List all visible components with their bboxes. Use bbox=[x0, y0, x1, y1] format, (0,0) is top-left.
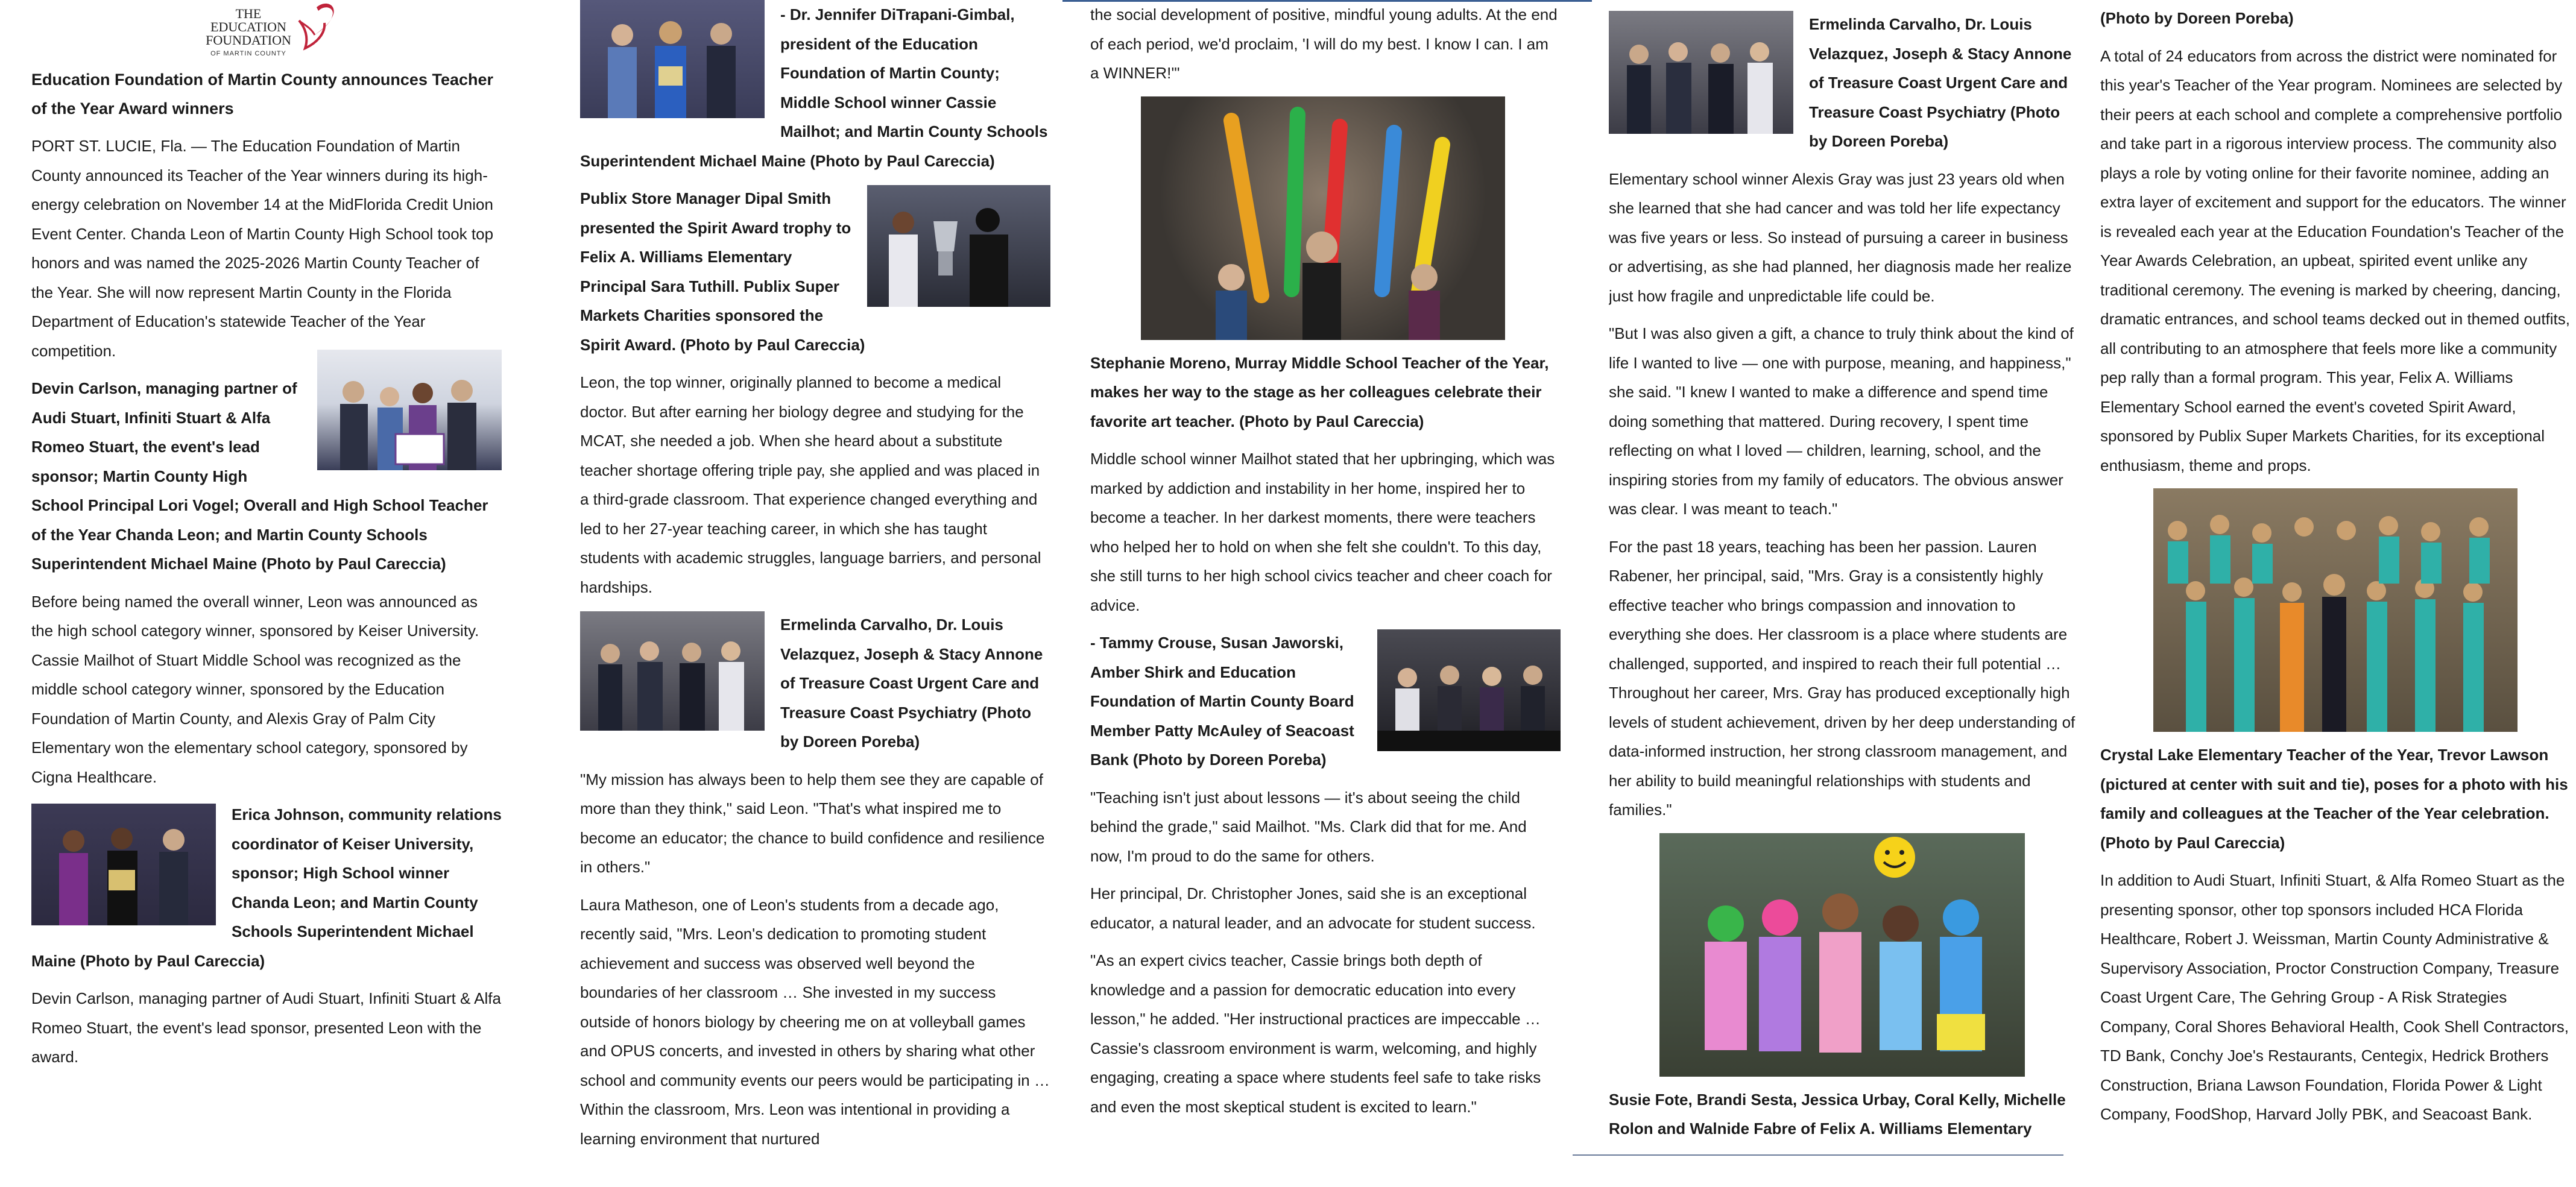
paragraph: Middle school winner Mailhot stated that her upbringing, which was marked by addiction and instability in her home, inspired her to become a teacher. In her darkest moments, there were teachers who helped her to hold on when she felt she couldn't. To this day, she still turns to her high school civics teacher and cheer coach for advice. bbox=[1090, 450, 1555, 614]
photo-caption: Susie Fote, Brandi Sesta, Jessica Urbay, Coral Kelly, Michelle Rolon and Walnide Fabre of Felix A. Williams Elementary bbox=[1609, 1090, 2066, 1138]
photo-caption: Publix Store Manager Dipal Smith presented the Spirit Award trophy to Felix A. Williams Elementary Principal Sara Tuthill. Publix Super Markets Charities sponsored the Spirit Award. (Photo by Paul Careccia) bbox=[580, 189, 865, 354]
photo-caption: Ermelinda Carvalho, Dr. Louis Velazquez, Joseph & Stacy Annone of Treasure Coast Urgent Care and Treasure Coast Psychiatry (Photo by Doreen Poreba) bbox=[1809, 15, 2072, 150]
photo-caption: - Tammy Crouse, Susan Jaworski, Amber Shirk and Education Foundation of Martin County Board Member Patty McAuley of Seacoast Bank (Photo by Doreen Poreba) bbox=[1090, 634, 1354, 769]
photo-caption: - Dr. Jennifer DiTrapani-Gimbal, president of the Education Foundation of Martin County; Middle School winner Cassie Mailhot; and Martin County Schools Superintendent Michael Maine (Photo by Paul Careccia) bbox=[580, 5, 1048, 170]
photo-art-teacher-celebration bbox=[1141, 96, 1505, 340]
group-photo-icon bbox=[1377, 629, 1561, 751]
photo-caption: Erica Johnson, community relations coordinator of Keiser University, sponsor; High School winner Chanda Leon; and Martin County Schools Superintendent Michael Maine (Photo by Paul Careccia) bbox=[31, 805, 502, 970]
paragraph: "My mission has always been to help them see they are capable of more than they think," said Leon. "That's what inspired me to become an educator; the chance to build confidence and resilience in others." bbox=[580, 770, 1045, 876]
paragraph: "But I was also given a gift, a chance to truly think about the kind of life I wanted to live — one with purpose, meaning, and happiness," she said. "I knew I wanted to make a difference and spend time doing something that mattered. During recovery, I spent time reflecting on what I loved — children, learning, school, and the inspiring stories from my family of educators. The obvious answer was clear. I was meant to teach." bbox=[1609, 324, 2074, 518]
column-divider bbox=[1573, 1154, 2063, 1156]
group-photo-icon bbox=[580, 0, 765, 118]
photo-treasure-coast-group bbox=[580, 611, 765, 731]
logo-line-4: OF MARTIN COUNTY bbox=[210, 50, 286, 57]
group-photo-icon bbox=[580, 611, 765, 731]
celebration-photo-icon bbox=[1141, 96, 1505, 340]
paragraph: Her principal, Dr. Christopher Jones, said she is an exceptional educator, a natural leader, and an advocate for student success. bbox=[1090, 884, 1536, 932]
logo-line-3: FOUNDATION bbox=[206, 33, 291, 48]
paragraph: Laura Matheson, one of Leon's students from a decade ago, recently said, "Mrs. Leon's dedication to promoting student achievement and success was observed well beyond the boundaries of her classroom … She invested in my success outside of honors biology by cheering me on at volleyball games and OPUS concerts, and invested in others by sharing what other school and community events our peers would be participating in … Within the classroom, Mrs. Leon was intentional in providing a learning environment that nurtured bbox=[580, 895, 1050, 1148]
paragraph: Leon, the top winner, originally planned to become a medical doctor. But after earning her biology degree and studying for the MCAT, she needed a job. When she heard about a substitute teacher shortage offering triple pay, she applied and was placed in a third-grade classroom. That experience changed everything and led to her 27-year teaching career, in which she has taught students with academic struggles, language barriers, and personal hardships. bbox=[580, 373, 1041, 596]
logo-line-1: THE bbox=[235, 6, 262, 21]
photo-crystal-lake-group bbox=[2153, 488, 2518, 732]
photo-award-presentation bbox=[317, 350, 502, 470]
photo-spirit-award bbox=[867, 185, 1050, 307]
photo-seacoast-table bbox=[1377, 629, 1561, 751]
article-headline: Education Foundation of Martin County announces Teacher of the Year Award winners bbox=[31, 71, 494, 118]
paragraph: PORT ST. LUCIE, Fla. — The Education Foundation of Martin County announced its Teacher of the Year winners during its high-energy celebration on November 14 at the MidFlorida Credit Union Event Center. Chanda Leon of Martin County High School took top honors and was named the 2025-2026 Martin County Teacher of the Year. She will now represent Martin County in the Florida Department of Education's statewide Teacher of the Year competition. bbox=[31, 137, 494, 360]
paragraph: the social development of positive, mindful young adults. At the end of each period, we'd proclaim, 'I will do my best. I know I can. I am a WINNER!'" bbox=[1090, 5, 1558, 82]
logo-line-2: EDUCATION bbox=[210, 19, 286, 34]
paragraph: Devin Carlson, managing partner of Audi Stuart, Infiniti Stuart & Alfa Romeo Stuart, the event's lead sponsor, presented Leon with the award. bbox=[31, 989, 501, 1066]
paragraph: In addition to Audi Stuart, Infiniti Stuart, & Alfa Romeo Stuart as the presenting sponsor, other top sponsors included HCA Florida Healthcare, Robert J. Weissman, Martin County Administrative & Supervisory Association, Proctor Construction Company, Treasure Coast Urgent Care, The Gehring Group - A Risk Strategies Company, Coral Shores Behavioral Health, Cook Shell Contractors, TD Bank, Conchy Joe's Restaurants, Centegix, Hedrick Brothers Construction, Briana Lawson Foundation, Florida Power & Light Company, FoodShop, Harvard Jolly PBK, and Seacoast Bank. bbox=[2100, 871, 2569, 1123]
paragraph: For the past 18 years, teaching has been her passion. Lauren Rabener, her principal, said, "Mrs. Gray is a consistently highly effective teacher who brings compassion and innovation to everything she does. Her classroom is a place where students are challenged, supported, and inspired to reach their full potential … Throughout her career, Mrs. Gray has produced exceptionally high levels of student achievement, driven by her deep understanding of data-informed instruction, her strong classroom management, and her ability to build meaningful relationships with students and families." bbox=[1609, 537, 2076, 819]
column-2 bbox=[580, 0, 1050, 1187]
photo-caption: Stephanie Moreno, Murray Middle School Teacher of the Year, makes her way to the stage as her colleagues celebrate their favorite art teacher. (Photo by Paul Careccia) bbox=[1090, 353, 1549, 430]
crowd-photo-icon bbox=[2153, 488, 2518, 732]
smiley-team-photo-icon bbox=[1659, 833, 2025, 1077]
paragraph: A total of 24 educators from across the district were nominated for this year's Teacher of the Year program. Nominees are selected by their peers at each school and complete a comprehensive portfolio and take part in a rigorous interview process. The community also plays a role by voting online for their favorite nominee, adding an extra layer of excitement and support for the educators. The winner is revealed each year at the Education Foundation's Teacher of the Year Awards Celebration, an upbeat, spirited event unlike any traditional ceremony. The evening is marked by cheering, dancing, dramatic entrances, and school teams decked out in themed outfits, all contributing to an atmosphere that feels more like a community pep rally than a formal program. This year, Felix A. Williams Elementary School earned the event's coveted Spirit Award, sponsored by Publix Super Markets Charities, for its exceptional enthusiasm, theme and props. bbox=[2100, 46, 2570, 474]
photo-felix-williams-team bbox=[1659, 833, 2025, 1077]
photo-treasure-coast-group bbox=[1609, 11, 1793, 134]
photo-middle-school-winner bbox=[580, 0, 765, 118]
foundation-logo-icon bbox=[181, 0, 362, 65]
trophy-photo-icon bbox=[867, 185, 1050, 307]
photo-keiser-presentation bbox=[31, 804, 216, 925]
group-photo-icon bbox=[31, 804, 216, 925]
group-photo-icon bbox=[317, 350, 502, 470]
column-4 bbox=[1609, 0, 2079, 1187]
photo-caption: Crystal Lake Elementary Teacher of the Year, Trevor Lawson (pictured at center with suit and tie), poses for a photo with his family and colleagues at the Teacher of the Year celebration. (Photo by Paul Careccia) bbox=[2100, 746, 2568, 852]
photo-caption: Ermelinda Carvalho, Dr. Louis Velazquez, Joseph & Stacy Annone of Treasure Coast Urgent Care and Treasure Coast Psychiatry (Photo by Doreen Poreba) bbox=[780, 616, 1043, 751]
photo-caption: (Photo by Doreen Poreba) bbox=[2100, 9, 2294, 27]
column-5 bbox=[2100, 0, 2571, 1187]
foundation-logo bbox=[31, 0, 502, 65]
paragraph: Elementary school winner Alexis Gray was just 23 years old when she learned that she had cancer and was told her life expectancy was five years or less. So instead of pursuing a career in business or advertising, as she had planned, her diagnosis made her realize just how fragile and unpredictable life could be. bbox=[1609, 169, 2072, 305]
group-photo-icon bbox=[1609, 11, 1793, 134]
photo-caption: Devin Carlson, managing partner of Audi Stuart, Infiniti Stuart & Alfa Romeo Stuart, the event's lead sponsor; Martin County High School Principal Lori Vogel; Overall and High School Teacher of the Year Chanda Leon; and Martin County Schools Superintendent Michael Maine (Photo by Paul Careccia) bbox=[31, 379, 488, 573]
paragraph: "As an expert civics teacher, Cassie brings both depth of knowledge and a passion for democratic education into every lesson," he added. "Her instructional practices are impeccable … Cassie's classroom environment is warm, welcoming, and highly engaging, creating a space where students feel safe to take risks and even the most skeptical student is excited to learn." bbox=[1090, 951, 1541, 1116]
paragraph: "Teaching isn't just about lessons — it's about seeing the child behind the grade," said Mailhot. "Ms. Clark did that for me. And now, I'm proud to do the same for others. bbox=[1090, 788, 1527, 865]
paragraph: Before being named the overall winner, Leon was announced as the high school category winner, sponsored by Keiser University. Cassie Mailhot of Stuart Middle School was recognized as the middle school category winner, sponsored by the Education Foundation of Martin County, and Alexis Gray of Palm City Elementary won the elementary school category, sponsored by Cigna Healthcare. bbox=[31, 592, 479, 786]
column-1 bbox=[31, 0, 502, 1187]
column-3 bbox=[1090, 0, 1561, 1187]
